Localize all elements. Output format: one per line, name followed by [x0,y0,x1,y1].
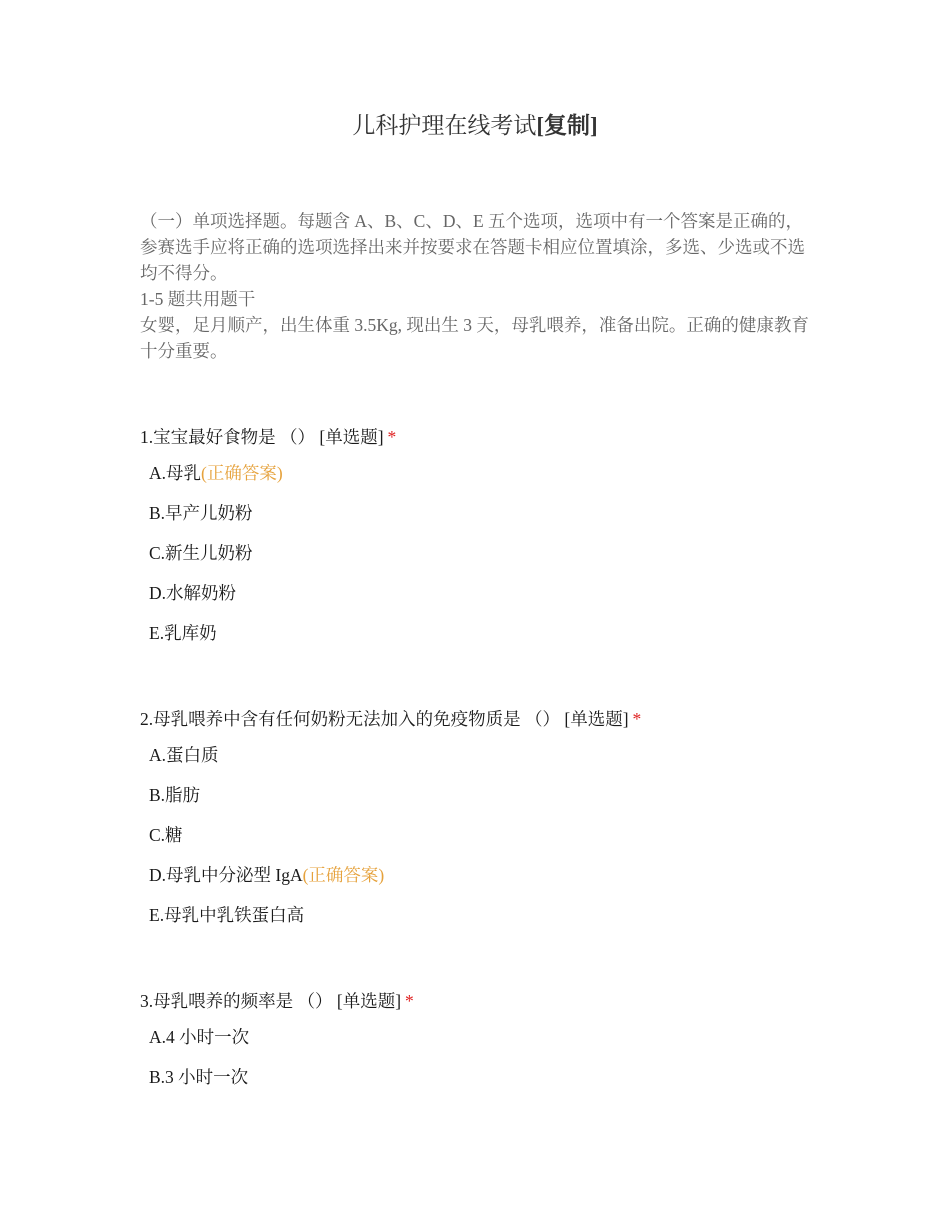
option-label: A.4 小时一次 [149,1027,250,1047]
required-marker: * [405,991,414,1011]
option-b[interactable] [149,782,840,822]
option-label: D.水解奶粉 [149,583,237,603]
option-b[interactable] [149,500,840,540]
section-intro [140,208,812,364]
option-label: D.母乳中分泌型 IgA [149,865,303,885]
option-label: A.母乳 [149,463,202,483]
question-3 [140,988,840,1104]
option-d[interactable] [149,580,840,620]
question-text: 1.宝宝最好食物是 （） [单选题] [140,427,384,447]
option-b[interactable] [149,1064,840,1104]
page-title [0,110,950,142]
option-label: C.糖 [149,825,183,845]
option-c[interactable] [149,540,840,580]
option-label: B.早产儿奶粉 [149,503,253,523]
question-title [140,424,840,450]
option-c[interactable] [149,822,840,862]
option-label: A.蛋白质 [149,745,219,765]
option-label: C.新生儿奶粉 [149,543,253,563]
option-label: B.脂肪 [149,785,201,805]
option-label: E.乳库奶 [149,623,217,643]
option-list [140,1024,840,1104]
required-marker: * [387,427,397,447]
section-instruction: （一）单项选择题。每题含 A、B、C、D、E 五个选项，选项中有一个答案是正确的，参赛选手应将正确的选项选择出来并按要求在答题卡相应位置填涂，多选、少选或不选均不得分。 [140,211,805,283]
question-1 [140,424,840,660]
option-a[interactable] [149,742,840,782]
correct-answer-marker: (正确答案) [201,463,283,483]
correct-answer-marker: (正确答案) [302,865,385,885]
question-title [140,988,840,1014]
option-list [140,742,840,942]
option-e[interactable] [149,902,840,942]
group-label: 1-5 题共用题干 [140,289,256,309]
option-d[interactable] [149,862,840,902]
question-text: 3.母乳喂养的频率是 （） [单选题] [140,991,402,1011]
required-marker: * [632,709,642,729]
option-a[interactable] [149,460,840,500]
exam-title: 儿科护理在线考试 [352,113,537,138]
case-stem: 女婴，足月顺产，出生体重 3.5Kg, 现出生 3 天，母乳喂养，准备出院。正确的健康教育十分重要。 [140,315,809,361]
option-label: B.3 小时一次 [149,1067,249,1087]
option-label: E.母乳中乳铁蛋白高 [149,905,305,925]
exam-title-suffix: [复制] [536,113,598,138]
option-list [140,460,840,660]
question-title [140,706,840,732]
question-text: 2.母乳喂养中含有任何奶粉无法加入的免疫物质是 （） [单选题] [140,709,629,729]
question-2 [140,706,840,942]
option-e[interactable] [149,620,840,660]
option-a[interactable] [149,1024,840,1064]
